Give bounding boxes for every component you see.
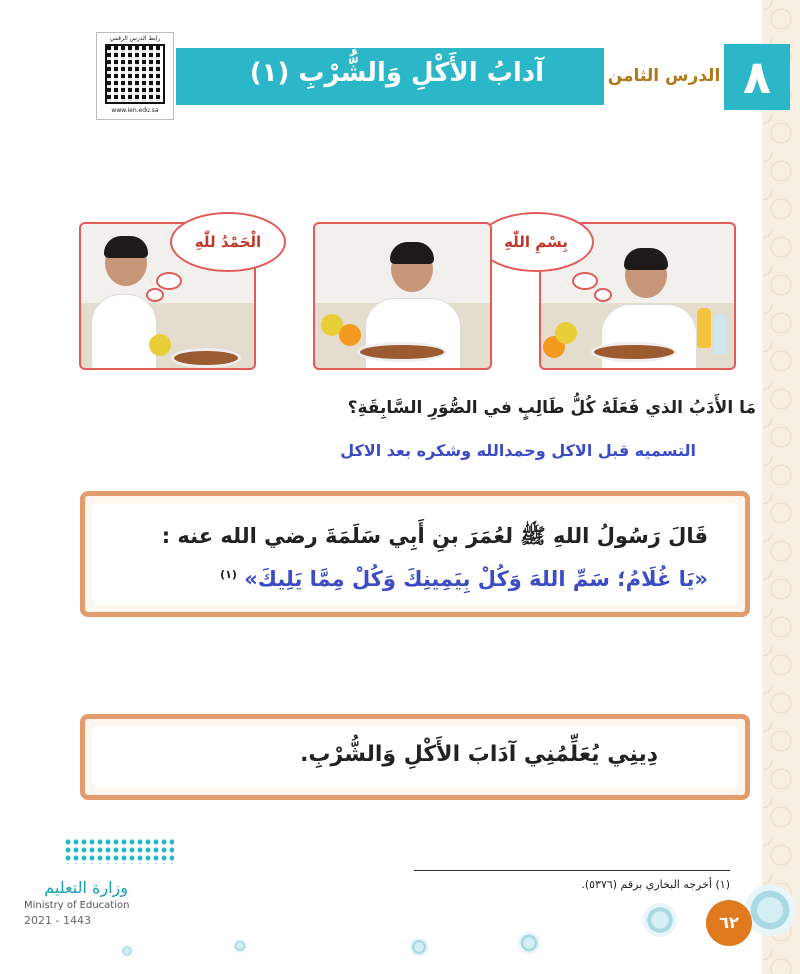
footnote-divider (414, 870, 730, 871)
photo-boy-eating (313, 222, 492, 370)
food-plate (357, 342, 447, 362)
hadith-intro: قَالَ رَسُولُ اللهِ ﷺ لعُمَرَ بنِ أَبِي سَلَمَةَ رضي الله عنه : (161, 524, 708, 548)
banana-fruit (149, 334, 171, 356)
bubble-tail (572, 272, 598, 290)
lesson-title: آدابُ الأَكْلِ وَالشُّرْبِ (١) (249, 58, 544, 88)
decorative-side-pattern (762, 0, 800, 974)
food-plate (591, 342, 677, 362)
qr-code-card[interactable] (96, 32, 174, 120)
summary-inner (92, 726, 738, 788)
summary-box (80, 714, 750, 800)
boy-hair (624, 248, 668, 270)
lesson-number: ٨ (724, 44, 790, 110)
food-plate (171, 348, 241, 368)
hadith-quote: «يَا غُلَامُ؛ سَمِّ اللهَ وَكُلْ بِيَمِينِكَ وَكُلْ مِمَّا يَلِيكَ» (244, 567, 708, 591)
page-number: ٦٢ (706, 900, 752, 946)
ministry-name-arabic: وزارة التعليم (44, 878, 128, 897)
decorative-rosette-icon (120, 944, 134, 958)
water-bottle (713, 314, 727, 354)
qr-code-icon (105, 44, 165, 104)
orange-fruit (339, 324, 361, 346)
ministry-dots-icon (64, 838, 174, 864)
speech-bubble-1: بِسْمِ اللّٰهِ (478, 212, 594, 272)
hadith-inner (92, 503, 738, 605)
header-bar (176, 48, 604, 105)
footnote-reference: (١) (220, 568, 237, 581)
ministry-logo (14, 838, 164, 927)
lesson-label: الدرس الثامن (607, 66, 721, 86)
qr-title: رابط الدرس الرقمي (109, 35, 161, 42)
bubble-tail (146, 288, 164, 302)
decorative-rosette-icon (640, 900, 680, 940)
ministry-year: 2021 - 1443 (24, 914, 91, 927)
qr-url: www.ien.edu.sa (111, 107, 159, 114)
boy-body (91, 294, 157, 370)
summary-text: دِينِي يُعَلِّمُنِي آدَابَ الأَكْلِ وَالشُّرْبِ. (300, 742, 658, 767)
ministry-name-english: Ministry of Education (24, 900, 130, 911)
footnote-text: (١) أخرجه البخاري برقم (٥٣٧٦). (581, 878, 730, 891)
speech-bubble-3: الْحَمْدُ للّٰهِ (170, 212, 286, 272)
hadith-text (220, 567, 708, 591)
boy-hair (390, 242, 434, 264)
decorative-rosette-icon (232, 938, 248, 954)
decorative-rosette-icon (408, 936, 430, 958)
question-text: مَا الأَدَبُ الذي فَعَلَهُ كُلُّ طَالِبٍ في الصُّوَرِ السَّابِقَةِ؟ (347, 398, 756, 418)
handwritten-answer[interactable]: التسميه قبل الاكل وحمدالله وشكره بعد الاكل (340, 441, 696, 460)
bubble-tail (594, 288, 612, 302)
boy-hair (104, 236, 148, 258)
bubble-tail (156, 272, 182, 290)
hadith-box (80, 491, 750, 617)
juice-bottle (697, 308, 711, 348)
decorative-rosette-icon (516, 930, 542, 956)
banana-fruit (555, 322, 577, 344)
